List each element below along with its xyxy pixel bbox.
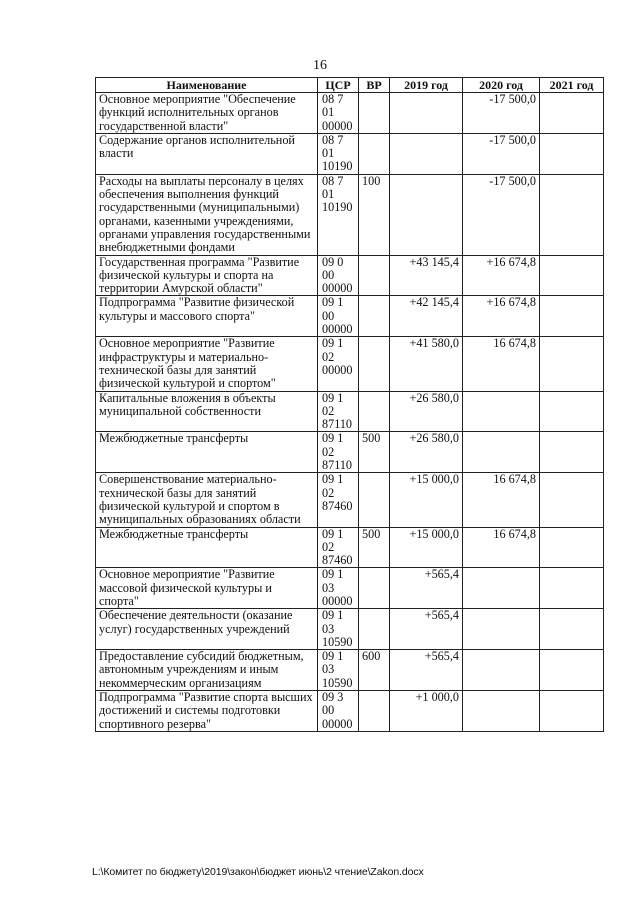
row-2020: -17 500,0: [463, 174, 540, 255]
row-2019: +43 145,4: [390, 255, 463, 296]
row-name: Капитальные вложения в объекты муниципальной собственности: [96, 391, 318, 432]
row-vr: [359, 391, 390, 432]
row-name: Содержание органов исполнительной власти: [96, 133, 318, 174]
row-2019: +41 580,0: [390, 337, 463, 391]
row-2021: [540, 473, 604, 527]
row-2021: [540, 691, 604, 732]
row-name: Государственная программа "Развитие физической культуры и спорта на территории Амурской области": [96, 255, 318, 296]
row-vr: 100: [359, 174, 390, 255]
table-row: [96, 650, 604, 691]
row-2021: [540, 296, 604, 337]
row-2020: [463, 391, 540, 432]
row-2021: [540, 133, 604, 174]
row-2021: [540, 650, 604, 691]
row-csr: 09 1 03 00000: [318, 568, 359, 609]
row-2021: [540, 93, 604, 134]
row-csr: 09 0 00 00000: [318, 255, 359, 296]
header-vr: ВР: [359, 78, 390, 93]
row-csr: 08 7 01 00000: [318, 93, 359, 134]
row-csr: 09 1 02 87110: [318, 432, 359, 473]
row-name: Межбюджетные трансферты: [96, 527, 318, 568]
row-2020: -17 500,0: [463, 93, 540, 134]
row-name: Предоставление субсидий бюджетным, автономным учреждениям и иным некоммерческим организациям: [96, 650, 318, 691]
header-2019: 2019 год: [390, 78, 463, 93]
row-2019: +565,4: [390, 650, 463, 691]
row-csr: 09 1 02 87110: [318, 391, 359, 432]
budget-table: [95, 77, 604, 732]
header-csr: ЦСР: [318, 78, 359, 93]
row-2020: +16 674,8: [463, 255, 540, 296]
row-2019: +26 580,0: [390, 432, 463, 473]
table-row: [96, 337, 604, 391]
table-row: [96, 255, 604, 296]
row-2020: [463, 568, 540, 609]
row-vr: [359, 255, 390, 296]
row-2021: [540, 337, 604, 391]
row-vr: [359, 93, 390, 134]
row-2019: [390, 133, 463, 174]
row-vr: [359, 609, 390, 650]
row-2019: [390, 174, 463, 255]
row-2019: +15 000,0: [390, 527, 463, 568]
table-row: [96, 527, 604, 568]
table-row: [96, 93, 604, 134]
row-vr: [359, 691, 390, 732]
row-2020: [463, 432, 540, 473]
row-2021: [540, 609, 604, 650]
row-csr: 09 1 03 10590: [318, 609, 359, 650]
row-2019: +565,4: [390, 568, 463, 609]
page-number: 16: [313, 58, 327, 73]
row-name: Подпрограмма "Развитие спорта высших достижений и системы подготовки спортивного резерва": [96, 691, 318, 732]
row-name: Подпрограмма "Развитие физической культуры и массового спорта": [96, 296, 318, 337]
row-csr: 09 1 02 00000: [318, 337, 359, 391]
table-row: [96, 174, 604, 255]
header-2021: 2021 год: [540, 78, 604, 93]
row-2021: [540, 174, 604, 255]
row-vr: [359, 473, 390, 527]
row-2019: +42 145,4: [390, 296, 463, 337]
table-row: [96, 391, 604, 432]
header-2020: 2020 год: [463, 78, 540, 93]
row-vr: [359, 337, 390, 391]
row-2021: [540, 527, 604, 568]
row-csr: 09 1 02 87460: [318, 527, 359, 568]
row-2020: -17 500,0: [463, 133, 540, 174]
row-2021: [540, 391, 604, 432]
row-2021: [540, 432, 604, 473]
row-2021: [540, 255, 604, 296]
table-row: [96, 568, 604, 609]
row-vr: [359, 568, 390, 609]
row-2020: 16 674,8: [463, 337, 540, 391]
row-2020: 16 674,8: [463, 527, 540, 568]
file-path-footer: L:\Комитет по бюджету\2019\закон\бюджет июнь\2 чтение\Zakon.docx: [92, 866, 424, 878]
row-2019: +26 580,0: [390, 391, 463, 432]
row-2020: +16 674,8: [463, 296, 540, 337]
row-name: Основное мероприятие "Развитие массовой физической культуры и спорта": [96, 568, 318, 609]
row-name: Основное мероприятие "Развитие инфраструктуры и материально-технической базы для занятий физической культурой и спортом": [96, 337, 318, 391]
row-csr: 09 3 00 00000: [318, 691, 359, 732]
row-csr: 08 7 01 10190: [318, 133, 359, 174]
row-2019: [390, 93, 463, 134]
row-vr: [359, 133, 390, 174]
row-vr: 500: [359, 527, 390, 568]
table-row: [96, 609, 604, 650]
row-name: Расходы на выплаты персоналу в целях обеспечения выполнения функций государственными (муниципальными) органами, казенными учреждениями, органами управления государственными внебюджетными фондами: [96, 174, 318, 255]
header-name: Наименование: [96, 78, 318, 93]
table-row: [96, 473, 604, 527]
row-2019: +15 000,0: [390, 473, 463, 527]
row-2021: [540, 568, 604, 609]
table-row: [96, 133, 604, 174]
table-row: [96, 432, 604, 473]
row-vr: 600: [359, 650, 390, 691]
table-row: [96, 691, 604, 732]
row-vr: 500: [359, 432, 390, 473]
row-2020: [463, 650, 540, 691]
table-header-row: [96, 78, 604, 93]
row-name: Обеспечение деятельности (оказание услуг) государственных учреждений: [96, 609, 318, 650]
row-2020: 16 674,8: [463, 473, 540, 527]
row-vr: [359, 296, 390, 337]
row-csr: 09 1 02 87460: [318, 473, 359, 527]
row-2019: +1 000,0: [390, 691, 463, 732]
row-csr: 08 7 01 10190: [318, 174, 359, 255]
row-2020: [463, 609, 540, 650]
table-row: [96, 296, 604, 337]
row-csr: 09 1 03 10590: [318, 650, 359, 691]
row-2019: +565,4: [390, 609, 463, 650]
row-name: Основное мероприятие "Обеспечение функций исполнительных органов государственной власти": [96, 93, 318, 134]
row-name: Межбюджетные трансферты: [96, 432, 318, 473]
row-csr: 09 1 00 00000: [318, 296, 359, 337]
row-name: Совершенствование материально-технической базы для занятий физической культурой и спортом в муниципальных образованиях области: [96, 473, 318, 527]
row-2020: [463, 691, 540, 732]
